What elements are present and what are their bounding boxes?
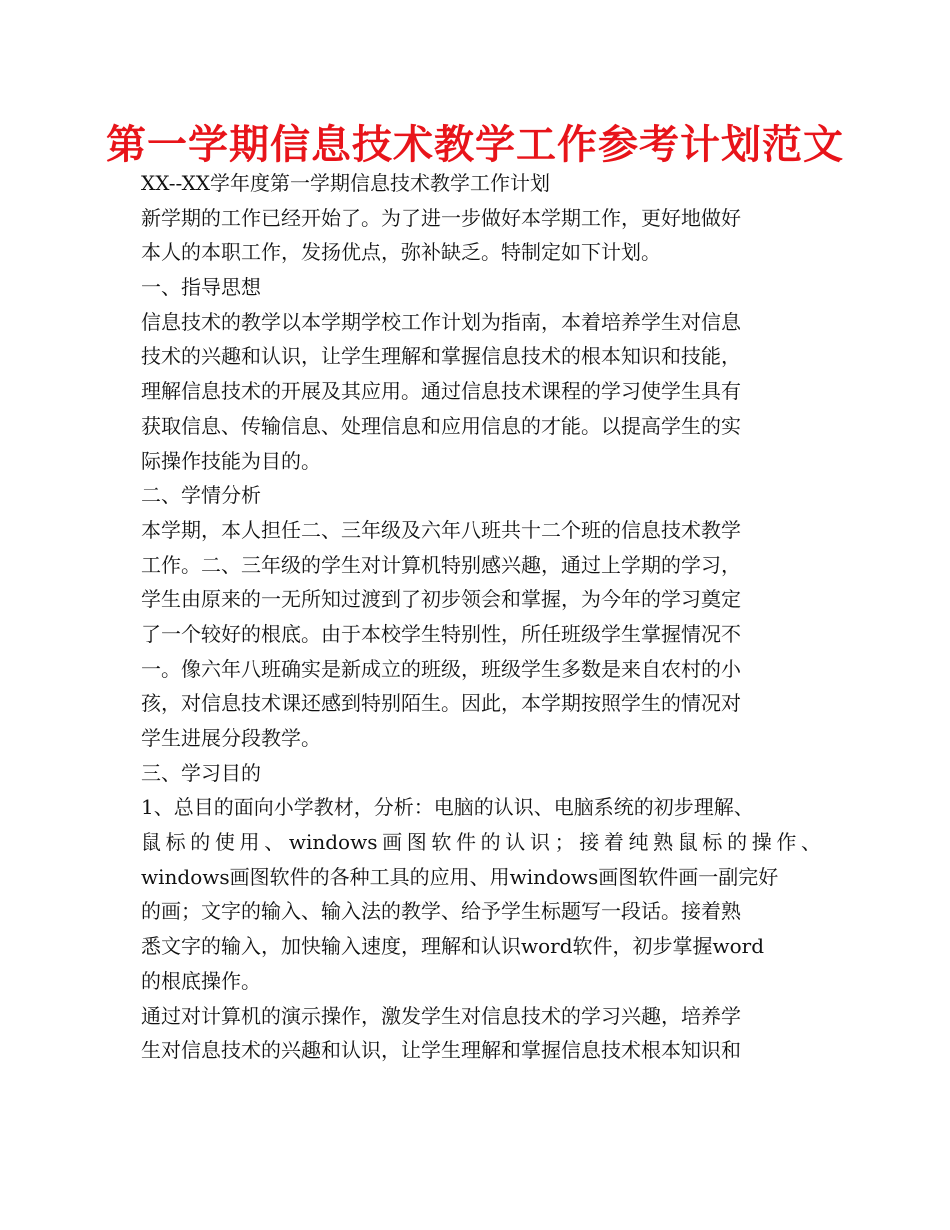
- document-body: [141, 166, 821, 1068]
- paragraph-line: 学生进展分段教学。: [141, 726, 321, 750]
- paragraph-line: 本人的本职工作，发扬优点，弥补缺乏。特制定如下计划。: [141, 240, 661, 265]
- document-title: 第一学期信息技术教学工作参考计划范文: [106, 122, 844, 168]
- paragraph-line: 获取信息、传输信息、处理信息和应用信息的才能。以提高学生的实: [141, 413, 741, 438]
- paragraph-line: 信息技术的教学以本学期学校工作计划为指南，本着培养学生对信息: [141, 309, 741, 334]
- paragraph-line: 理解信息技术的开展及其应用。通过信息技术课程的学习使学生具有: [141, 379, 741, 404]
- paragraph-line: 工作。二、三年级的学生对计算机特别感兴趣，通过上学期的学习，: [141, 552, 741, 577]
- paragraph-line: 生对信息技术的兴趣和认识，让学生理解和掌握信息技术根本知识和: [141, 1038, 741, 1063]
- paragraph-line: 通过对计算机的演示操作，激发学生对信息技术的学习兴趣，培养学: [141, 1003, 741, 1028]
- paragraph-line: windows画图软件的各种工具的应用、用windows画图软件画一副完好: [141, 864, 779, 889]
- paragraph-line: 的画；文字的输入、输入法的教学、给予学生标题写一段话。接着熟: [141, 899, 741, 924]
- paragraph-line: 学生由原来的一无所知过渡到了初步领会和掌握，为今年的学习奠定: [141, 587, 741, 612]
- paragraph-line: 新学期的工作已经开始了。为了进一步做好本学期工作，更好地做好: [141, 205, 741, 230]
- section-heading: 二、学情分析: [141, 483, 261, 508]
- paragraph-line: 的根底操作。: [141, 968, 261, 993]
- subtitle-line: XX--XX学年度第一学期信息技术教学工作计划: [141, 171, 551, 195]
- paragraph-line: 际操作技能为目的。: [141, 448, 321, 473]
- paragraph-line: 了一个较好的根底。由于本校学生特别性，所任班级学生掌握情况不: [141, 621, 741, 646]
- paragraph-line: 本学期，本人担任二、三年级及六年八班共十二个班的信息技术教学: [141, 517, 741, 542]
- paragraph-line: 孩，对信息技术课还感到特别陌生。因此，本学期按照学生的情况对: [141, 691, 741, 716]
- paragraph-line: 1、总目的面向小学教材，分析：电脑的认识、电脑系统的初步理解、: [141, 795, 754, 820]
- paragraph-line: 一。像六年八班确实是新成立的班级，班级学生多数是来自农村的小: [141, 656, 741, 681]
- paragraph-line: 悉文字的输入，加快输入速度，理解和认识word软件，初步掌握word: [141, 934, 765, 959]
- section-heading: 一、指导思想: [141, 275, 261, 300]
- section-heading: 三、学习目的: [141, 760, 261, 785]
- paragraph-line: 鼠标的使用、windows画图软件的认识；接着纯熟鼠标的操作、: [141, 830, 821, 855]
- paragraph-line: 技术的兴趣和认识，让学生理解和掌握信息技术的根本知识和技能，: [141, 344, 741, 369]
